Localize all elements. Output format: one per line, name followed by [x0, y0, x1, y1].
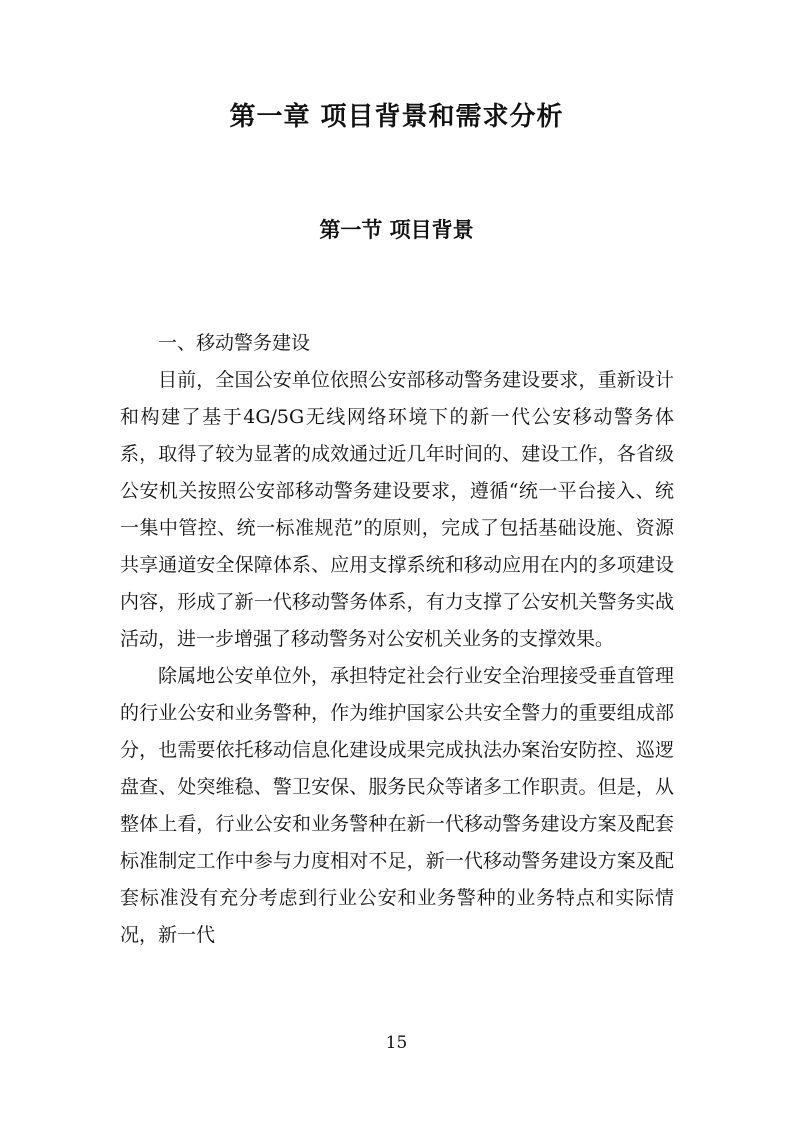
section-title: 第一节 项目背景 — [319, 218, 474, 242]
subsection-heading: 一、移动警务建设 — [158, 332, 311, 354]
paragraph-2: 除属地公安单位外，承担特定社会行业安全治理接受垂直管理的行业公安和业务警种，作为维护国家公共安全警力的重要组成部分，也需要依托移动信息化建设成果完成执法办案治安防控、巡逻盘查、处突维稳、警卫安保、服务民众等诸多工作职责。但是，从整体上看，行业公安和业务警种在新一代移动警务建设方案及配套标准制定工作中参与力度相对不足，新一代移动警务建设方案及配套标准没有充分考虑到行业公安和业务警种的业务特点和实际情况，新一代 — [120, 665, 674, 946]
paragraph-1: 目前，全国公安单位依照公安部移动警务建设要求，重新设计和构建了基于4G/5G无线网络环境下的新一代公安移动警务体系，取得了较为显著的成效通过近几年时间的、建设工作，各省级公安机关按照公安部移动警务建设要求，遵循“统一平台接入、统一集中管控、统一标准规范”的原则，完成了包括基础设施、资源共享通道安全保障体系、应用支撑系统和移动应用在内的多项建设内容，形成了新一代移动警务体系，有力支撑了公安机关警务实战活动，进一步增强了移动警务对公安机关业务的支撑效果。 — [120, 369, 674, 650]
page-number: 15 — [385, 1033, 408, 1053]
body-content — [120, 325, 674, 954]
chapter-title: 第一章 项目背景和需求分析 — [229, 102, 564, 132]
